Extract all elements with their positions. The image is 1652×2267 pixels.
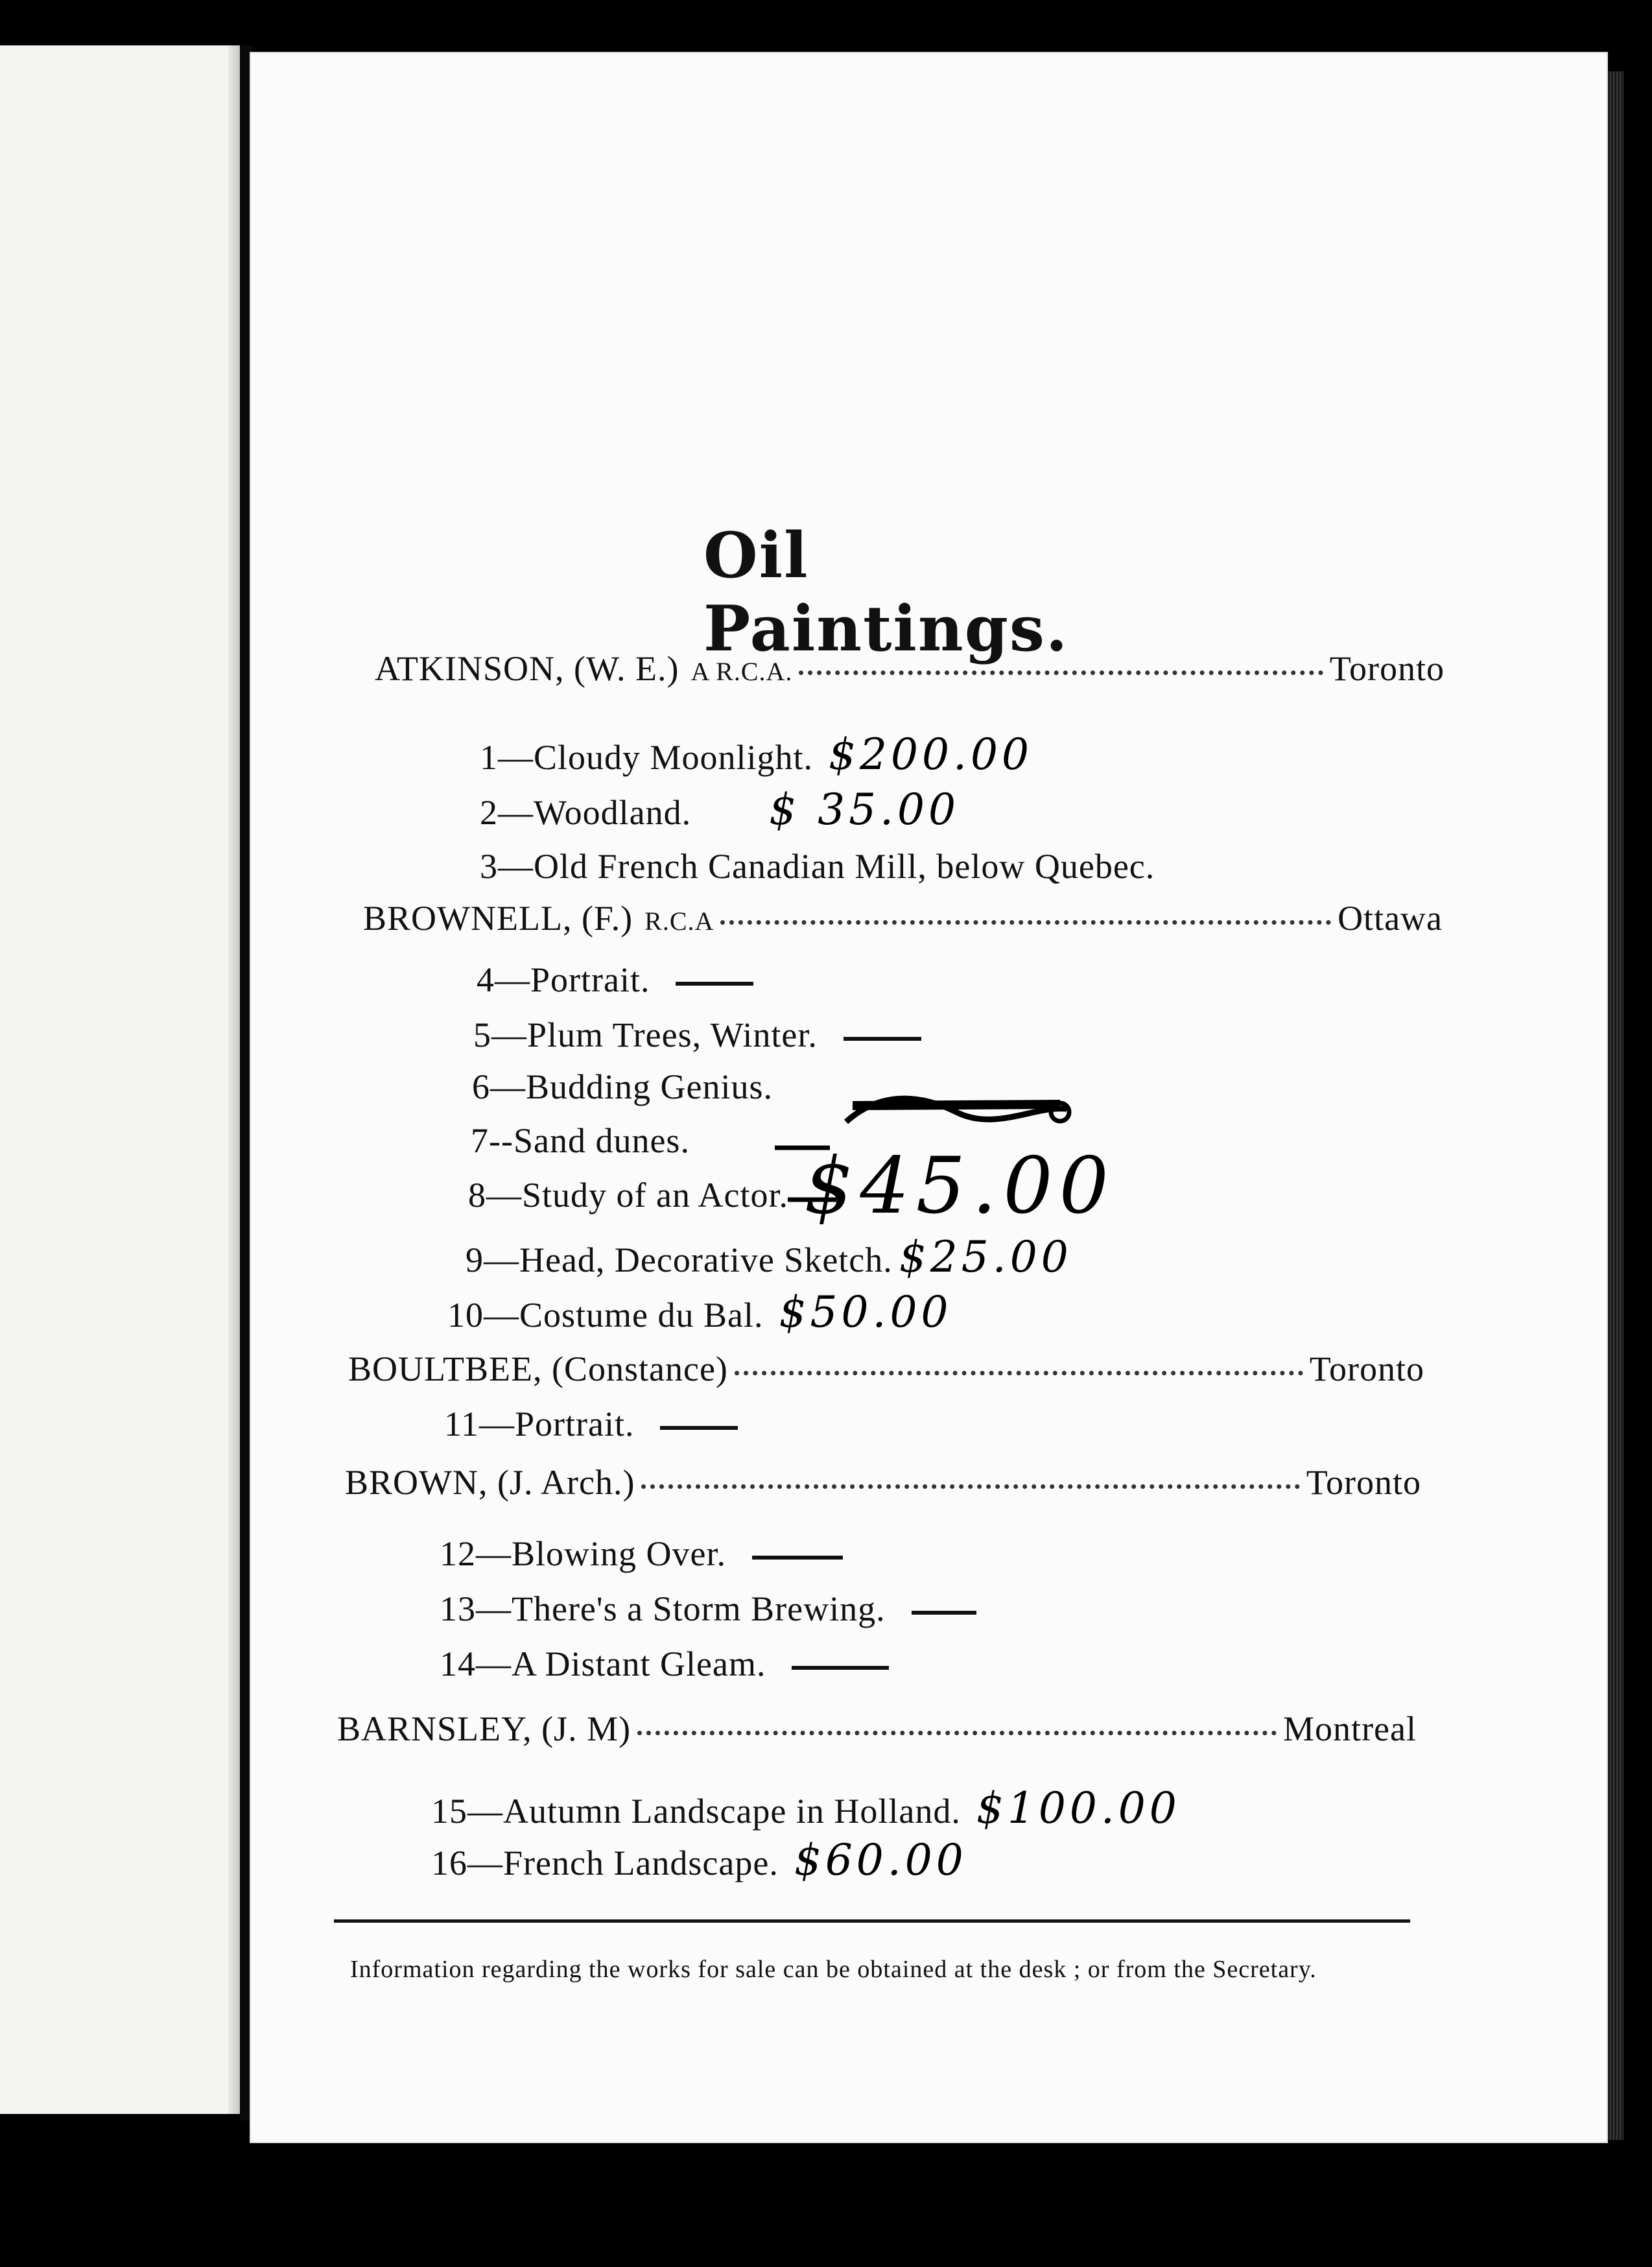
catalogue-entry	[440, 1589, 976, 1629]
handwritten-price: $200.00	[829, 730, 1033, 779]
artist-name: BOULTBEE, (Constance)	[348, 1349, 728, 1388]
handwritten-price: $25.00	[899, 1232, 1072, 1282]
artist-heading	[337, 1709, 1417, 1749]
entry-title: 15—Autumn Landscape in Holland.	[431, 1792, 961, 1831]
entry-title: 10—Costume du Bal.	[447, 1296, 764, 1335]
artist-qualification: R.C.A	[644, 907, 714, 936]
shared-handwritten-price: $45.00	[804, 1141, 1115, 1231]
handwritten-price: $ 35.00	[769, 785, 960, 835]
no-price-dash	[792, 1666, 889, 1670]
page-edges	[1608, 71, 1623, 2140]
catalogue-entry	[472, 1067, 773, 1107]
entry-title: 16—French Landscape.	[431, 1844, 779, 1882]
artist-city: Toronto	[1309, 1349, 1424, 1388]
dot-leader	[735, 1371, 1303, 1375]
artist-heading	[363, 898, 1443, 938]
no-price-dash	[676, 982, 753, 986]
dot-leader	[637, 1731, 1277, 1735]
handwritten-price: $100.00	[976, 1783, 1181, 1833]
entry-title: 1—Cloudy Moonlight.	[480, 738, 814, 777]
artist-city: Ottawa	[1338, 899, 1443, 938]
artist-city: Montreal	[1283, 1709, 1417, 1748]
entry-title: 8—Study of an Actor.	[468, 1176, 788, 1215]
artist-name: BROWNELL, (F.)	[363, 899, 633, 938]
page-spine	[228, 45, 240, 2114]
catalogue-entry	[480, 785, 960, 835]
artist-name: BROWN, (J. Arch.)	[345, 1463, 635, 1502]
dot-leader	[799, 671, 1323, 675]
artist-heading	[348, 1349, 1424, 1389]
artist-qualification: A R.C.A.	[690, 657, 793, 686]
entry-title: 13—There's a Storm Brewing.	[440, 1589, 886, 1628]
no-price-dash	[660, 1426, 738, 1430]
catalogue-entry	[480, 846, 1155, 886]
entry-title: 6—Budding Genius.	[472, 1067, 773, 1106]
catalogue-entry	[440, 1644, 889, 1684]
artist-city: Toronto	[1306, 1463, 1421, 1502]
left-page	[0, 45, 240, 2114]
catalogue-entry	[444, 1404, 738, 1444]
entry-title: 11—Portrait.	[444, 1405, 635, 1443]
catalogue-entry	[431, 1783, 1181, 1833]
artist-city: Toronto	[1329, 649, 1445, 688]
no-price-dash	[912, 1611, 976, 1615]
entry-title: 14—A Distant Gleam.	[440, 1644, 766, 1683]
entry-title: 3—Old French Canadian Mill, below Quebec.	[480, 847, 1155, 886]
catalogue-entry	[480, 730, 1033, 779]
artist-heading	[345, 1462, 1421, 1502]
catalogue-entry	[477, 960, 753, 1000]
catalogue-entry	[473, 1015, 921, 1055]
catalogue-entry	[466, 1232, 1072, 1282]
entry-title: 9—Head, Decorative Sketch.	[466, 1240, 893, 1279]
handwritten-price: $50.00	[779, 1287, 952, 1337]
dot-leader	[720, 920, 1331, 925]
artist-name: ATKINSON, (W. E.)	[375, 649, 679, 688]
footnote: Information regarding the works for sale can be obtained at the desk ; or from the Secretary.	[350, 1956, 1317, 1983]
entry-title: 12—Blowing Over.	[440, 1534, 726, 1573]
page-title: Oil Paintings.	[703, 519, 1069, 665]
no-price-dash	[844, 1037, 921, 1041]
struck-out-price	[840, 1086, 1073, 1132]
handwritten-price: $60.00	[794, 1835, 967, 1885]
dot-leader	[641, 1484, 1299, 1489]
entry-title: 4—Portrait.	[477, 960, 650, 999]
catalogue-entry	[468, 1175, 788, 1215]
catalogue-entry	[431, 1835, 967, 1885]
artist-heading	[375, 648, 1445, 689]
horizontal-rule	[334, 1919, 1410, 1923]
entry-title: 2—Woodland.	[480, 793, 692, 832]
catalogue-entry	[471, 1121, 690, 1161]
catalogue-entry	[447, 1287, 952, 1337]
artist-name: BARNSLEY, (J. M)	[337, 1709, 631, 1748]
no-price-dash	[752, 1556, 843, 1560]
entry-title: 7--Sand dunes.	[471, 1121, 690, 1160]
catalogue-entry	[440, 1534, 843, 1574]
entry-title: 5—Plum Trees, Winter.	[473, 1015, 818, 1054]
